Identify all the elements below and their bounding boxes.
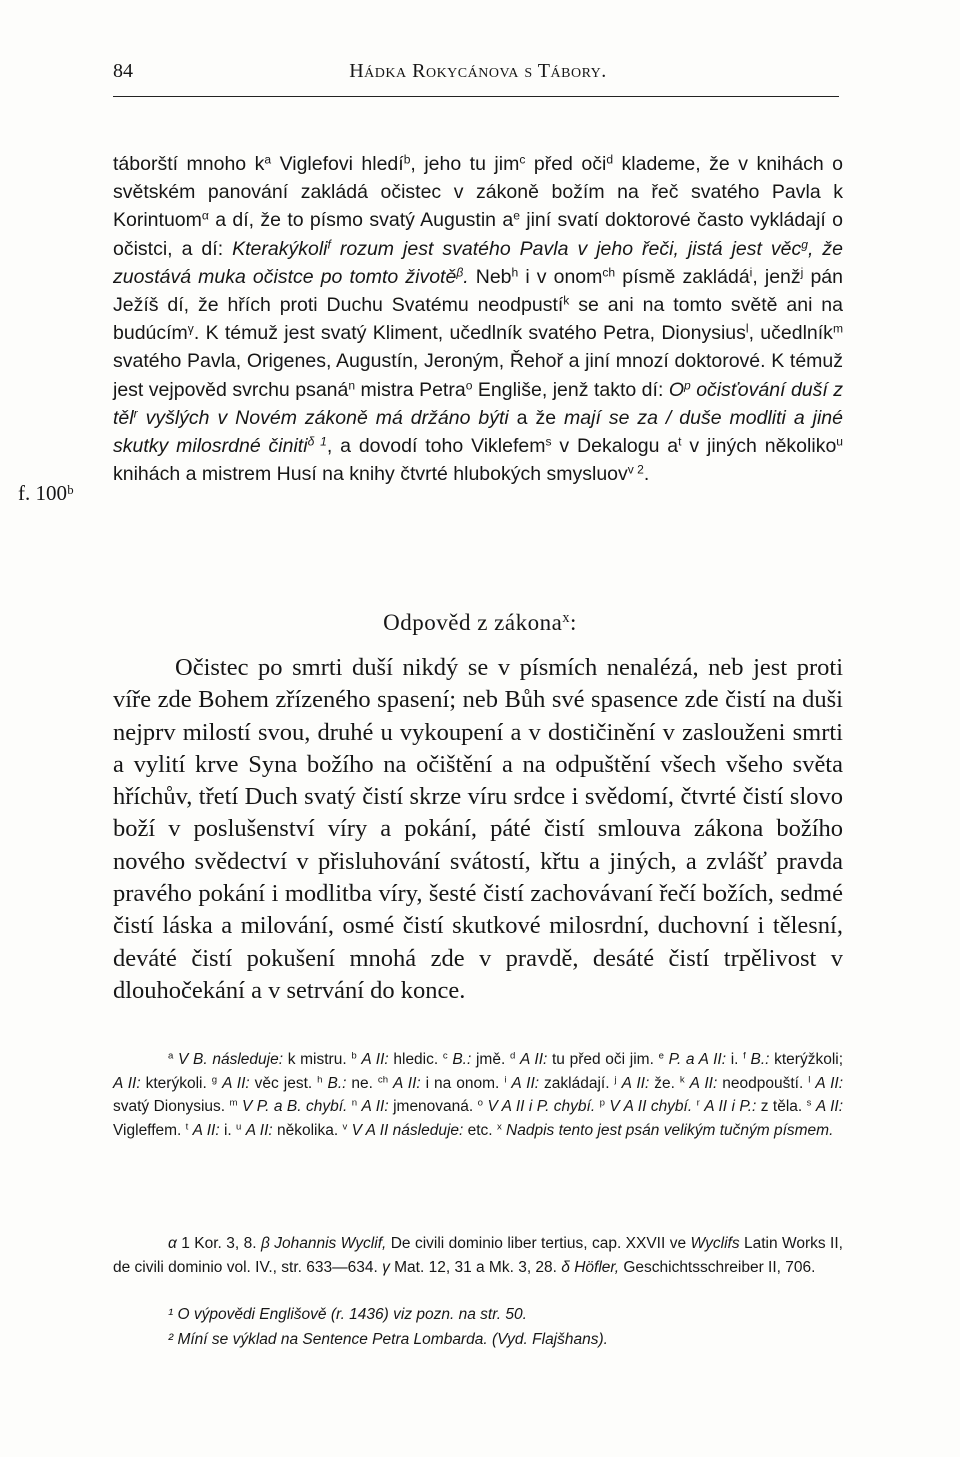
folio-margin-note: f. 100ᵇ: [18, 481, 74, 505]
footnotes-variants: $^a$ V B. následuje: k mistru. $^b$ A II: hledic. $^c$ B.: jmě. $^d$ A II: tu před oči jim. $^e$ P. a A II: i. $^f$ B.: kterýžkoli; A II: kterýkoli. $^g$ A II: věc jest. $^h$ B.: ne. $^{ch}$ A II: i na onom. $^i$ A II: zakládají. $^j$ A II: že. $^k$ A II: neodpouští. $^l$ A II: svatý Dionysius. $^m$ V P. a B. chybí. $^n$ A II: jmenovaná. $^o$ V A II i P. chybí. $^p$ V A II chybí. $^r$ A II i P.: z těla. $^s$ A II: Vigleffem. $^t$ A II: i. $^u$ A II: několika. $^v$ V A II následuje: etc. $^x$ Nadpis tento jest psán velikým tučným písmem.: [113, 1050, 844, 1139]
header-rule: [113, 96, 839, 97]
page-number: 84: [113, 60, 133, 82]
footnotes-editorial: [113, 1303, 843, 1352]
body-paragraph-1: táborští mnoho $k^a$ Viglefovi hledí$^b$, jeho tu jim$^c$ před oči$^d$ klademe, že v knihách o světském panování zakládá očistec v zákoně božím na řeč svatého Pavla k Korintuom$^\alpha$ a dí, že to písmo svatý Augustin $a^e$ jiní svatí doktorové často vykládají o očistci, a dí: Kterakýkoli$^f$ rozum jest svatého Pavla v jeho řeči, jistá jest věc$^g$, že zuostává muka očistce po tomto životě$^\beta$. Neb$^h$ i v onom$^{ch}$ písmě zakládá$^i$, jenž$^j$ pán Ježíš dí, že hřích proti Duchu Svatému neodpustí$^k$ se ani na tomto světě ani na budúcím$^\gamma$. K témuž jest svatý Kliment, učedlník svatého Petra, Dionysius$^l$, učedlník$^m$ svatého Pavla, Origenes, Augustín, Jeroným, Řehoř a jiní mnozí doktorové. K témuž jest vejpověd svrchu psaná$^n$ mistra Petra$^o$ Engliše, jenž takto dí: $O^p$ očisťování duší z těl$^r$ vyšlých v Novém zákoně má držáno býti a že mají se za / duše modliti a jiné skutky milosrdné činiti$^{\delta 1}$, a dovodí toho Viklefem$^s$ v Dekalogu $a^t$ v jiných několiko$^u$ knihách a mistrem Husí na knihy čtvrté hlubokých smysluov$^{v 2}$.: [113, 152, 844, 486]
footnote-2: ² Míní se výklad na Sentence Petra Lombarda. (Vyd. Flajšhans).: [168, 1330, 608, 1348]
footnotes-sources: α 1 Kor. 3, 8. β Johannis Wyclif, De civili dominio liber tertius, cap. XXVII ve Wyclifs Latin Works II, de civili dominio vol. IV., str. 633—634. γ Mat. 12, 31 a Mk. 3, 28. δ Höfler, Geschichtsschreiber II, 706.: [113, 1235, 843, 1276]
running-title: Hádka Rokycánova s Tábory.: [349, 60, 607, 82]
body-paragraph-2: Očistec po smrti duší nikdý se v písmích nenalézá, neb jest proti víře zde Bohem zřízeného spasení; neb Bůh své spasence zde čistí na duši nejprv milostí svou, druhé u vykoupení a v dostičinění v zaslouženi smrti a vylití krve Syna božího na očištění a na odpuštění všech všeho světa hříchův, třetí Duch svatý čistí skrze víru srdce i svědomí, čtvrté čistí slovo boží v poslušenství víry a pokání, páté čistí smlouva zákona božího nového svědectví v přisluhování svátostí, křtu a jiných, a zvlášť pravda pravého pokání i modlitba víry, šesté čistí zachovávaní řečí božích, sedmé čistí láska a milování, osmé čistí skutkové milosrdní, duchovní i tělesní, deváté čistí pokušení mnohá zde v pravdě, desáté čistí trpělivost v dlouhočekání a v setrvání do konce.: [113, 654, 843, 1004]
section-title: Odpověd z zákona$^x$:: [383, 610, 577, 635]
page-header: [113, 60, 843, 90]
footnote-1: ¹ O výpovědi Englišově (r. 1436) viz pozn. na str. 50.: [168, 1306, 527, 1323]
